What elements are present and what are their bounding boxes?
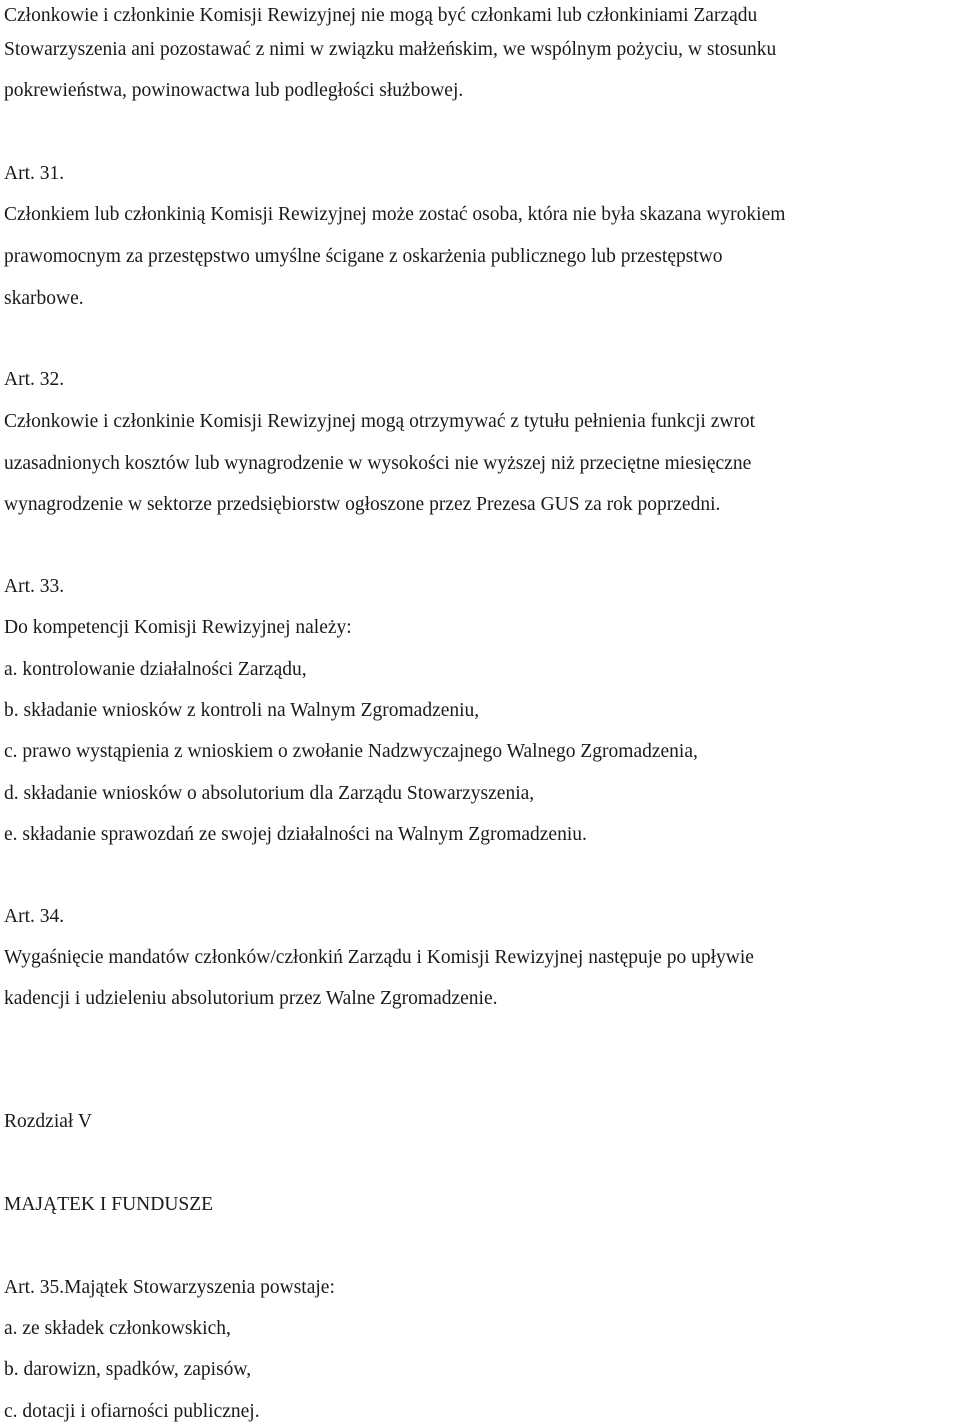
paragraph-line: Stowarzyszenia ani pozostawać z nimi w związku małżeńskim, we wspólnym pożyciu, w stosunku [4,39,777,60]
article-heading: Art. 35.Majątek Stowarzyszenia powstaje: [4,1277,335,1298]
paragraph-line: uzasadnionych kosztów lub wynagrodzenie w wysokości nie wyższej niż przeciętne miesięczne [4,453,752,474]
list-item: d. składanie wniosków o absolutorium dla Zarządu Stowarzyszenia, [4,783,535,804]
list-item: b. darowizn, spadków, zapisów, [4,1359,252,1380]
list-item: a. kontrolowanie działalności Zarządu, [4,659,307,680]
list-item: c. dotacji i ofiarności publicznej. [4,1401,260,1422]
list-item: e. składanie sprawozdań ze swojej działalności na Walnym Zgromadzeniu. [4,824,587,845]
list-item: b. składanie wniosków z kontroli na Walnym Zgromadzeniu, [4,700,480,721]
paragraph-line: Członkiem lub członkinią Komisji Rewizyjnej może zostać osoba, która nie była skazana wyrokiem [4,204,786,225]
paragraph-line: pokrewieństwa, powinowactwa lub podległości służbowej. [4,80,464,101]
paragraph-line: skarbowe. [4,288,84,309]
paragraph-line: kadencji i udzieleniu absolutorium przez Walne Zgromadzenie. [4,988,498,1009]
article-heading: Art. 33. [4,576,65,597]
list-item: a. ze składek członkowskich, [4,1318,231,1339]
paragraph-line: Wygaśnięcie mandatów członków/członkiń Zarządu i Komisji Rewizyjnej następuje po upływie [4,947,754,968]
chapter-number: Rozdział V [4,1111,92,1132]
list-intro: Do kompetencji Komisji Rewizyjnej należy: [4,617,352,638]
paragraph-line: wynagrodzenie w sektorze przedsiębiorstw ogłoszone przez Prezesa GUS za rok poprzedni. [4,494,721,515]
article-heading: Art. 32. [4,369,65,390]
paragraph-line: prawomocnym za przestępstwo umyślne ścigane z oskarżenia publicznego lub przestępstwo [4,246,723,267]
paragraph-line: Członkowie i członkinie Komisji Rewizyjnej mogą otrzymywać z tytułu pełnienia funkcji zwrot [4,411,756,432]
chapter-title: MAJĄTEK I FUNDUSZE [4,1194,214,1215]
article-heading: Art. 34. [4,906,65,927]
list-item: c. prawo wystąpienia z wnioskiem o zwołanie Nadzwyczajnego Walnego Zgromadzenia, [4,741,698,762]
article-heading: Art. 31. [4,163,65,184]
paragraph-line: Członkowie i członkinie Komisji Rewizyjnej nie mogą być członkami lub członkiniami Zarządu [4,5,758,26]
